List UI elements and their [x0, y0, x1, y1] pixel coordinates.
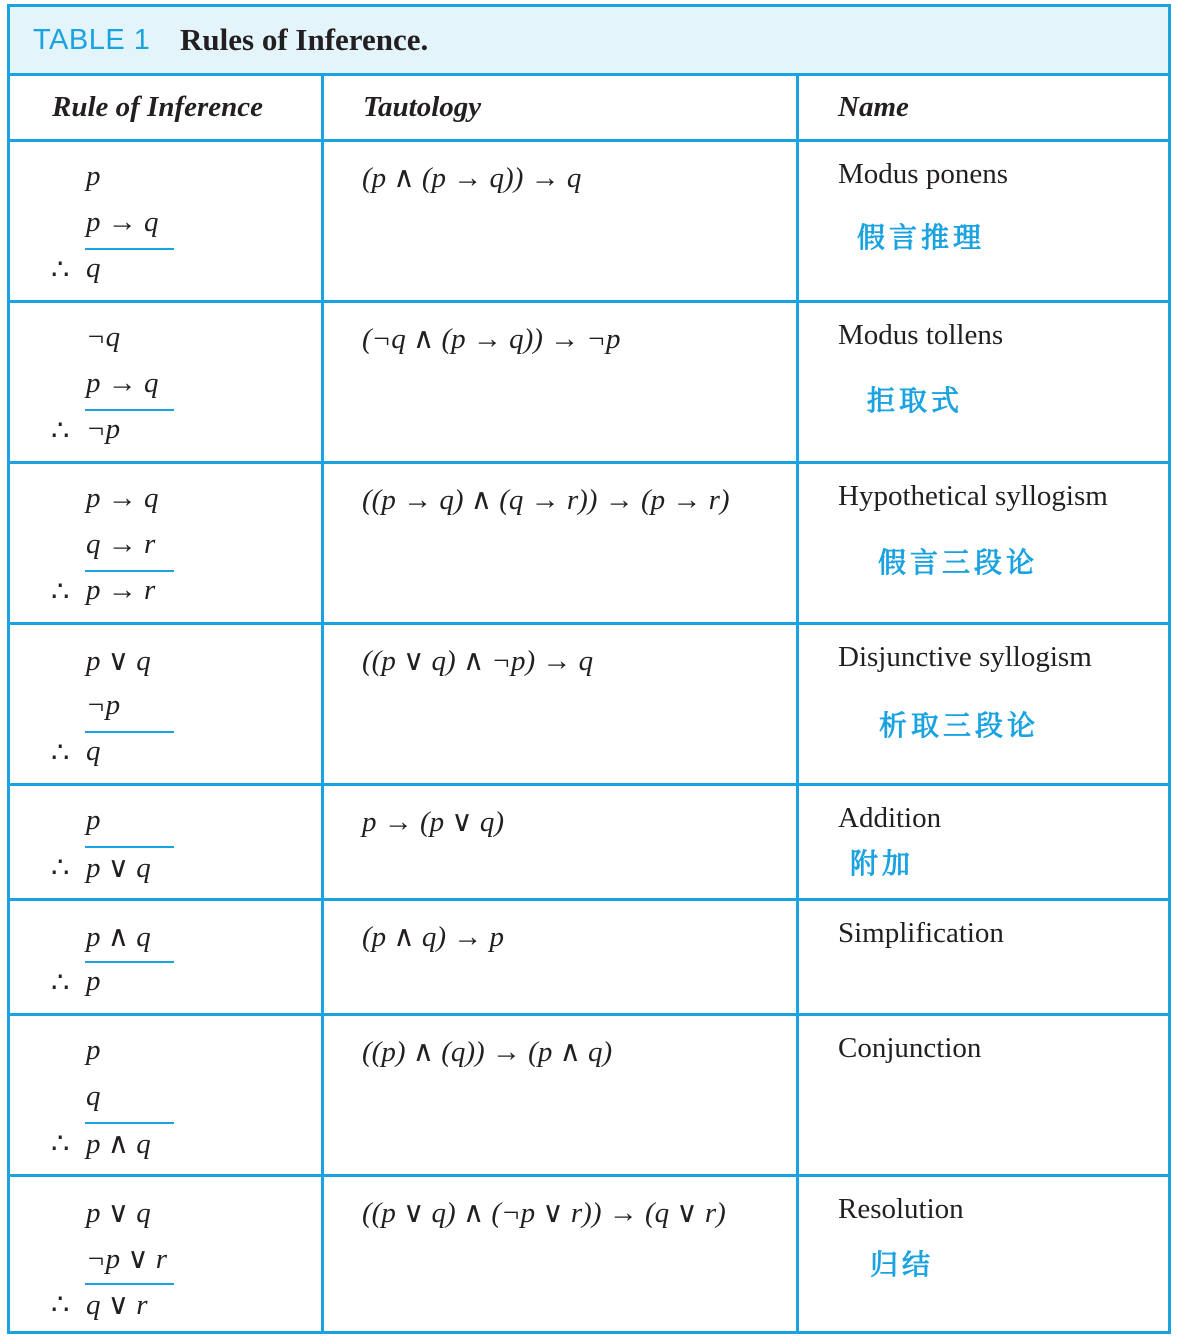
caption-label: TABLE 1 — [33, 24, 151, 56]
chinese-annotation: 归结 — [870, 1248, 935, 1281]
premise: p ∨ q — [86, 1197, 151, 1229]
conclusion: ¬p — [86, 413, 121, 445]
conclusion: q — [86, 252, 101, 284]
chinese-annotation: 附加 — [850, 847, 915, 880]
chinese-annotation: 假言推理 — [857, 221, 986, 254]
premise: q — [86, 1080, 101, 1112]
column-divider — [321, 76, 324, 1331]
rule-name: Addition — [838, 802, 942, 834]
premise: p → q — [86, 206, 159, 238]
row-divider — [10, 139, 1168, 142]
chinese-annotation: 假言三段论 — [878, 546, 1039, 579]
therefore-symbol: ∴ — [51, 852, 70, 884]
table-caption — [10, 7, 1168, 76]
row-divider — [10, 1174, 1168, 1177]
conclusion: q — [86, 735, 101, 767]
premise: ¬p ∨ r — [86, 1243, 168, 1275]
premise: p ∧ q — [86, 921, 151, 953]
therefore-symbol: ∴ — [51, 1289, 70, 1321]
conclusion-line — [85, 846, 174, 848]
premise: ¬p — [86, 689, 121, 721]
premise: p → q — [86, 367, 159, 399]
conclusion-line — [85, 1122, 174, 1124]
therefore-symbol: ∴ — [51, 1128, 70, 1160]
header-tautology: Tautology — [363, 91, 482, 123]
therefore-symbol: ∴ — [51, 576, 70, 608]
premise: p → q — [86, 482, 159, 514]
therefore-symbol: ∴ — [51, 254, 70, 286]
therefore-symbol: ∴ — [51, 415, 70, 447]
conclusion-line — [85, 961, 174, 963]
conclusion-line — [85, 570, 174, 572]
rule-name: Simplification — [838, 917, 1004, 949]
rule-name: Hypothetical syllogism — [838, 480, 1108, 512]
premise: p — [86, 804, 101, 836]
header-name: Name — [838, 91, 909, 123]
premise: p — [86, 1034, 101, 1066]
tautology: ((p ∨ q) ∧ ¬p) → q — [362, 645, 594, 677]
tautology: (¬q ∧ (p → q)) → ¬p — [362, 323, 621, 355]
tautology: ((p ∨ q) ∧ (¬p ∨ r)) → (q ∨ r) — [362, 1197, 726, 1229]
conclusion-line — [85, 409, 174, 411]
conclusion: p ∧ q — [86, 1128, 151, 1160]
row-divider — [10, 622, 1168, 625]
tautology: p → (p ∨ q) — [362, 806, 505, 838]
conclusion: p ∨ q — [86, 852, 151, 884]
conclusion-line — [85, 248, 174, 250]
conclusion: p — [86, 965, 101, 997]
rule-name: Modus ponens — [838, 158, 1008, 190]
rule-name: Disjunctive syllogism — [838, 641, 1092, 673]
tautology: (p ∧ (p → q)) → q — [362, 162, 582, 194]
rule-name: Conjunction — [838, 1032, 982, 1064]
tautology: (p ∧ q) → p — [362, 921, 505, 953]
premise: p — [86, 160, 101, 192]
conclusion: q ∨ r — [86, 1289, 148, 1321]
row-divider — [10, 1013, 1168, 1016]
row-divider — [10, 461, 1168, 464]
row-divider — [10, 300, 1168, 303]
conclusion-line — [85, 1283, 174, 1285]
rules-of-inference-table — [7, 4, 1171, 1334]
tautology: ((p → q) ∧ (q → r)) → (p → r) — [362, 484, 730, 516]
rule-name: Resolution — [838, 1193, 964, 1225]
therefore-symbol: ∴ — [51, 737, 70, 769]
therefore-symbol: ∴ — [51, 967, 70, 999]
chinese-annotation: 拒取式 — [867, 384, 964, 417]
row-divider — [10, 898, 1168, 901]
premise: p ∨ q — [86, 645, 151, 677]
tautology: ((p) ∧ (q)) → (p ∧ q) — [362, 1036, 613, 1068]
premise: q → r — [86, 528, 156, 560]
header-rule-of-inference: Rule of Inference — [52, 91, 264, 123]
row-divider — [10, 783, 1168, 786]
conclusion: p → r — [86, 574, 156, 606]
premise: ¬q — [86, 321, 121, 353]
column-divider — [796, 76, 799, 1331]
chinese-annotation: 析取三段论 — [879, 709, 1040, 742]
conclusion-line — [85, 731, 174, 733]
rule-name: Modus tollens — [838, 319, 1004, 351]
caption-title: Rules of Inference. — [180, 22, 429, 57]
